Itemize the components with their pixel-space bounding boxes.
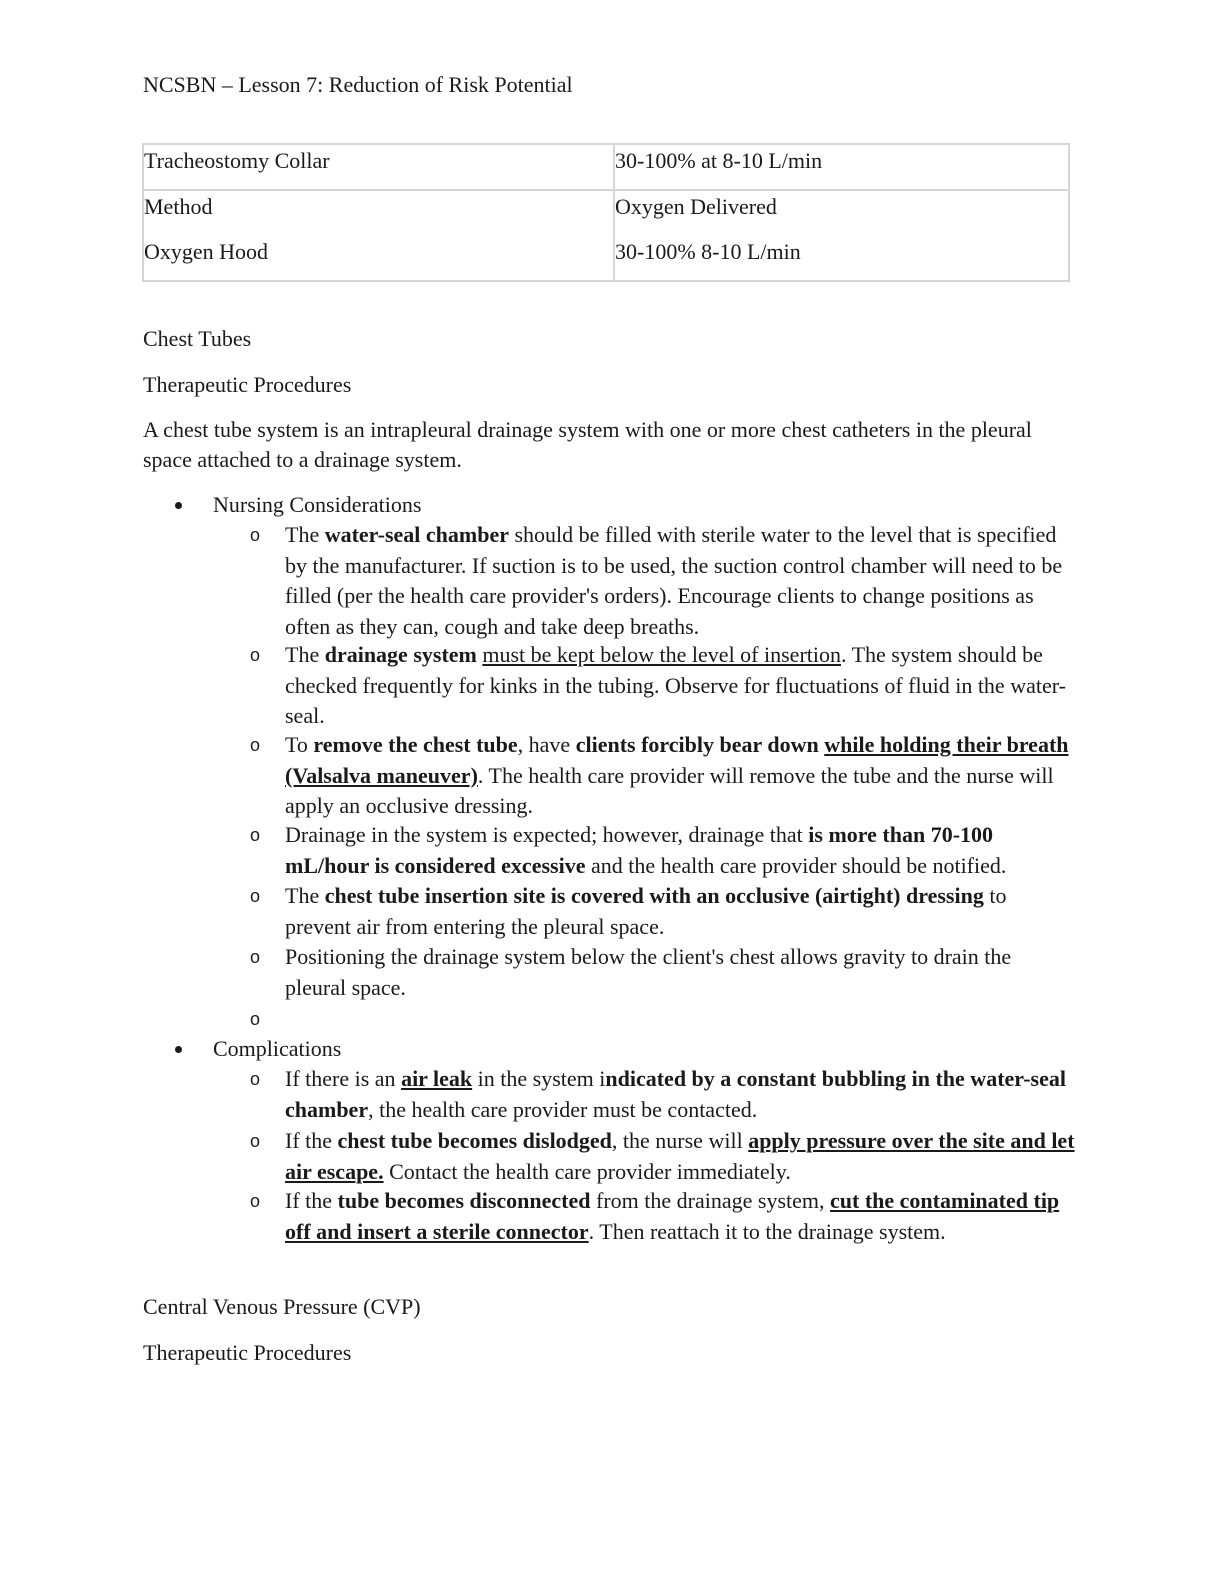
hollow-bullet-icon: o xyxy=(250,1191,261,1211)
text: in the system i xyxy=(472,1066,606,1091)
text: . The health care provider will remove the tube and the nurse will apply an occlusive dressing. xyxy=(285,762,1054,818)
page-header: NCSBN – Lesson 7: Reduction of Risk Potential xyxy=(143,72,573,97)
list-item xyxy=(250,730,1075,822)
text: . Then reattach it to the drainage system. xyxy=(588,1218,946,1244)
table-cell-method xyxy=(143,190,614,281)
text: to prevent air from entering the pleural space. xyxy=(285,883,1007,939)
list-item xyxy=(250,1064,1075,1125)
text: , the nurse will xyxy=(611,1128,749,1153)
hollow-bullet-icon: o xyxy=(250,947,261,967)
list-item xyxy=(250,640,1075,732)
bold-underlined-text: apply pressure over the site and let air escape. xyxy=(285,1128,1075,1184)
list-item xyxy=(250,820,1075,881)
text: , have xyxy=(517,732,576,757)
bold-text: remove the chest tube xyxy=(313,732,518,757)
text: If the xyxy=(285,1188,338,1213)
text: The xyxy=(285,642,325,667)
table-cell-oxygen: 30-100% at 8-10 L/min xyxy=(614,144,1069,190)
hollow-bullet-icon: o xyxy=(250,735,261,755)
subheading-therapeutic-procedures: Therapeutic Procedures xyxy=(143,1340,352,1365)
oxygen-delivery-table xyxy=(142,143,1070,282)
bold-underlined-text: while holding their breath (Valsalva maneuver) xyxy=(285,732,1069,788)
bullet-icon xyxy=(175,1046,182,1053)
text: should be filled with sterile water to the level that is specified by the manufacturer. If suction is to be used, the suction control chamber will need to be filled (per the health care provider's orders). Encourage clients to change positions as often as they can, cough and take deep breaths. xyxy=(285,522,1063,639)
section-heading-cvp: Central Venous Pressure (CVP) xyxy=(143,1294,421,1319)
table-cell-oxygen-hood-value: 30-100% 8-10 L/min xyxy=(615,239,801,264)
section-heading-chest-tubes: Chest Tubes xyxy=(143,326,252,351)
text: To xyxy=(285,732,314,757)
bold-text: drainage system xyxy=(324,642,477,667)
text: from the drainage system, xyxy=(590,1188,831,1213)
intro-paragraph: A chest tube system is an intrapleural drainage system with one or more chest catheters in the pleural space attached to a drainage system. xyxy=(143,417,1032,472)
text: , the health care provider must be contacted. xyxy=(368,1096,758,1122)
table-cell-method: Tracheostomy Collar xyxy=(143,144,614,190)
table-cell-oxygen xyxy=(614,190,1069,281)
bullet-complications xyxy=(213,1034,341,1064)
bold-underlined-text: cut the contaminated tip off and insert a sterile connector xyxy=(285,1188,1060,1244)
text: The xyxy=(285,522,325,547)
hollow-bullet-icon: o xyxy=(250,825,261,845)
text: and the health care provider should be notified. xyxy=(585,852,1007,878)
underlined-text: must be kept below the level of insertion xyxy=(482,642,841,667)
bullet-label: Nursing Considerations xyxy=(213,492,422,517)
bold-text: ndicated by a constant bubbling in the water-seal chamber xyxy=(285,1066,1066,1122)
text: If there is an xyxy=(285,1066,402,1091)
bullet-label: Complications xyxy=(213,1036,342,1061)
bold-text: is more than 70-100 mL/hour is considered excessive xyxy=(285,822,994,878)
list-item xyxy=(250,881,1075,942)
text: Positioning the drainage system below the client's chest allows gravity to drain the pleural space. xyxy=(285,944,1012,1000)
table-header-oxygen: Oxygen Delivered xyxy=(615,194,777,219)
bold-text: chest tube becomes dislodged xyxy=(337,1128,612,1153)
list-item xyxy=(250,1186,1075,1247)
text: Contact the health care provider immediately. xyxy=(383,1158,791,1184)
bold-text: chest tube insertion site is covered with an occlusive (airtight) dressing xyxy=(324,883,984,908)
text: The xyxy=(285,883,325,908)
bold-text: tube becomes disconnected xyxy=(337,1188,591,1213)
table-row xyxy=(143,144,1069,190)
hollow-bullet-icon: o xyxy=(250,1069,261,1089)
table-row xyxy=(143,190,1069,281)
bullet-icon xyxy=(175,502,182,509)
bold-underlined-text: air leak xyxy=(401,1066,473,1091)
hollow-bullet-icon: o xyxy=(250,886,261,906)
subheading-therapeutic-procedures: Therapeutic Procedures xyxy=(143,372,352,397)
hollow-bullet-icon: o xyxy=(250,1009,261,1029)
bold-text: water-seal chamber xyxy=(324,522,509,547)
list-item xyxy=(250,942,1075,1003)
table-header-method: Method xyxy=(144,194,213,219)
text: . The system should be checked frequently for kinks in the tubing. Observe for fluctuations of fluid in the water-seal. xyxy=(285,642,1066,728)
text: Drainage in the system is expected; however, drainage that xyxy=(285,822,809,847)
bullet-nursing-considerations xyxy=(213,490,421,520)
hollow-bullet-icon: o xyxy=(250,525,261,545)
list-item xyxy=(250,1126,1075,1187)
text: If the xyxy=(285,1128,338,1153)
list-item xyxy=(250,520,1075,642)
hollow-bullet-icon: o xyxy=(250,1131,261,1151)
table-cell-oxygen-hood: Oxygen Hood xyxy=(144,239,269,264)
bold-text: clients forcibly bear down xyxy=(575,732,825,757)
hollow-bullet-icon: o xyxy=(250,645,261,665)
